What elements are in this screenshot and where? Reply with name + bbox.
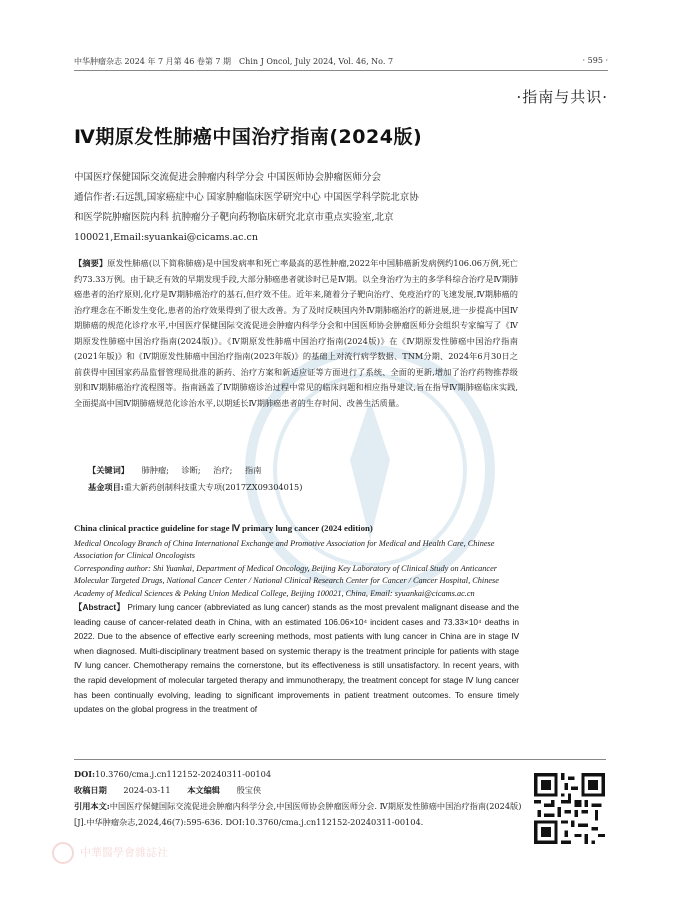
keywords-cn-label: 【关键词】 xyxy=(88,465,129,475)
fund-cn-text: 重大新药创制科技重大专项(2017ZX09304015) xyxy=(123,482,303,492)
english-abstract-label: 【Abstract】 xyxy=(74,602,125,612)
keyword: 诊断; xyxy=(181,465,201,475)
abstract-cn xyxy=(74,256,518,411)
keyword: 肺肿瘤; xyxy=(141,465,169,475)
corresponding-line-1: 通信作者:石远凯,国家癌症中心 国家肿瘤临床医学研究中心 中国医学科学院北京协 xyxy=(74,192,419,203)
page-number: · 595 · xyxy=(582,56,608,65)
publisher-name: 中華醫學會雜誌社 xyxy=(80,846,168,859)
abstract-cn-text: 原发性肺癌(以下简称肺癌)是中国发病率和死亡率最高的恶性肿瘤,2022年中国肺癌新发病例约106.06万例,死亡约73.33万例。由于缺乏有效的早期发现手段,大部分肺癌患者就诊时已是Ⅳ期。以全身治疗为主的多学科综合治疗是Ⅳ期肺癌患者的治疗原则,化疗是Ⅳ期肺癌治疗的基石,但疗效不佳。近年来,随着分子靶向治疗、免疫治疗的飞速发展,Ⅳ期肺癌的治疗理念在不断发生变化,患者的治疗效果得到了很大改善。为了及时反映国内外Ⅳ期肺癌治疗的新进展,进一步提高中国Ⅳ期肺癌的规范化诊疗水平,中国医疗保健国际交流促进会肿瘤内科学分会和中国医师协会肿瘤医师分会组织专家编写了《Ⅳ期原发性肺癌中国治疗指南(2024版)》。《Ⅳ期原发性肺癌中国治疗指南(2024版)》在《Ⅳ期原发性肺癌中国治疗指南(2021年版)》和《Ⅳ期原发性肺癌中国治疗指南(2023年版)》的基础上对流行病学数据、TNM分期、2024年6月30日之前获得中国国家药品监督管理局批准的新药、治疗方案和新适应证等方面进行了系统、全面的更新,增加了治疗药物推荐级别和Ⅳ期肺癌治疗流程图等。指南涵盖了Ⅳ期肺癌诊治过程中常见的临床问题和相应指导建议,旨在指导Ⅳ期肺癌临床实践,全面提高中国Ⅳ期肺癌规范化诊治水平,以期延长Ⅳ期肺癌患者的生存时间、改善生活质量。 xyxy=(74,258,518,408)
english-orgs: Medical Oncology Branch of China International Exchange and Promotive Association for Medical and Health Care, Chinese Association for Clinical Oncologists xyxy=(74,538,495,560)
author-block xyxy=(74,168,514,248)
citation xyxy=(74,798,529,830)
keyword: 治疗; xyxy=(213,465,233,475)
editor-label: 本文编辑 xyxy=(187,785,220,795)
citation-text: 中国医疗保健国际交流促进会肿瘤内科学分会,中国医师协会肿瘤医师分会. Ⅳ期原发性肺癌中国治疗指南(2024版)[J].中华肿瘤杂志,2024,46(7):595-636. DOI:10.3760/cma.j.cn112152-20240311-00104. xyxy=(74,801,522,827)
qr-code-icon[interactable] xyxy=(534,773,605,844)
footer-divider xyxy=(74,759,606,760)
corresponding-line-2: 和医学院肿瘤医院内科 抗肿瘤分子靶向药物临床研究北京市重点实验室,北京 xyxy=(74,212,394,223)
fund-cn-label: 基金项目: xyxy=(88,482,124,492)
abstract-cn-label: 【摘要】 xyxy=(74,258,108,268)
received-label: 收稿日期 xyxy=(74,785,107,795)
running-head xyxy=(74,56,608,71)
english-corresponding: Corresponding author: Shi Yuankai, Department of Medical Oncology, Beijing Key Laboratory of Clinical Study on Anticancer Molecular Targeted Drugs, National Cancer Center / National Clinical Research Center for Cancer / Cancer Hospital, Chinese Academy of Medical Sciences & Peking Union Medical College, Beijing 100021, China, Email: syuankai@cicams.ac.cn xyxy=(74,563,499,598)
keywords-cn xyxy=(88,465,271,476)
english-abstract xyxy=(74,600,519,717)
author-orgs: 中国医疗保健国际交流促进会肿瘤内科学分会 中国医师协会肿瘤医师分会 xyxy=(74,172,382,183)
fund-cn xyxy=(88,482,302,493)
editor-name: 殷宝侠 xyxy=(236,785,262,795)
article-footer xyxy=(74,766,529,830)
publisher-seal-icon xyxy=(52,842,74,864)
dates-line xyxy=(74,782,529,798)
english-title: China clinical practice guideline for stage Ⅳ primary lung cancer (2024 edition) xyxy=(74,523,373,533)
doi-line xyxy=(74,766,529,782)
received-date: 2024-03-11 xyxy=(123,785,171,795)
english-block xyxy=(74,522,519,717)
publisher-logo xyxy=(52,842,342,872)
keyword: 指南 xyxy=(245,465,262,475)
journal-issue: 中华肿瘤杂志 2024 年 7 月第 46 卷第 7 期 Chin J Oncol, July 2024, Vol. 46, No. 7 xyxy=(74,57,394,66)
doi-label: DOI: xyxy=(74,769,96,779)
english-abstract-text: Primary lung cancer (abbreviated as lung cancer) stands as the most prevalent malignant disease and the leading cause of cancer-related death in China, with an estimated 106.06×10⁴ incident cases and 73.33×10⁴ deaths in 2022. Due to the absence of effective early screening methods, most patients with lung cancer in China are in stage Ⅳ when diagnosed. Multi-disciplinary treatment based on systemic therapy is the treatment principle for patients with stage Ⅳ lung cancer. Chemotherapy remains the cornerstone, but its effectiveness is still unsatisfactory. In recent years, with the rapid development of molecular targeted therapy and immunotherapy, the treatment concept for stage Ⅳ lung cancer has been continually evolving, leading to significant improvements in patient treatment outcomes. To ensure timely updates on the global progress in the treatment of xyxy=(74,602,519,715)
article-title: Ⅳ期原发性肺癌中国治疗指南(2024版) xyxy=(74,126,423,148)
doi-link[interactable]: 10.3760/cma.j.cn112152-20240311-00104 xyxy=(95,769,272,779)
corresponding-line-3: 100021,Email:syuankai@cicams.ac.cn xyxy=(74,232,258,243)
column-tag: ·指南与共识· xyxy=(516,88,608,106)
citation-label: 引用本文: xyxy=(74,801,110,811)
